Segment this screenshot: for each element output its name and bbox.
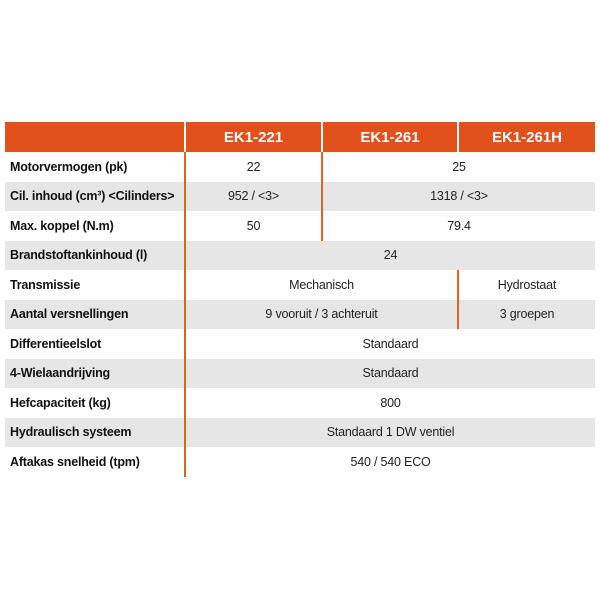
cell-value: Hydrostaat bbox=[458, 270, 595, 300]
cell-value: 25 bbox=[322, 152, 595, 182]
row-label: Aantal versnellingen bbox=[5, 300, 185, 330]
table-row bbox=[5, 241, 595, 271]
cell-value: Mechanisch bbox=[185, 270, 458, 300]
spec-table bbox=[5, 122, 595, 477]
header-row bbox=[5, 122, 595, 152]
row-label: Cil. inhoud (cm³) <Cilinders> bbox=[5, 182, 185, 212]
cell-value: 79.4 bbox=[322, 211, 595, 241]
row-label: Max. koppel (N.m) bbox=[10, 218, 114, 233]
header-blank bbox=[5, 122, 185, 152]
cell-value: Standaard 1 DW ventiel bbox=[185, 418, 595, 448]
cell-value: 9 vooruit / 3 achteruit bbox=[185, 300, 458, 330]
cell-value: 1318 / <3> bbox=[322, 182, 595, 212]
table-row bbox=[5, 211, 595, 241]
cell-value: 24 bbox=[185, 241, 595, 271]
table-row bbox=[5, 329, 595, 359]
row-label: Hydraulisch systeem bbox=[5, 418, 185, 448]
cell-value: Standaard bbox=[185, 359, 595, 389]
cell-value: 50 bbox=[185, 211, 322, 241]
row-label: Motorvermogen (pk) bbox=[10, 159, 128, 174]
table-row bbox=[5, 300, 595, 330]
cell-value: 22 bbox=[185, 152, 322, 182]
table-row bbox=[5, 388, 595, 418]
table-row bbox=[5, 182, 595, 212]
cell-value: 3 groepen bbox=[458, 300, 595, 330]
table-row bbox=[5, 270, 595, 300]
row-label: Transmissie bbox=[10, 277, 81, 292]
cell-value: 800 bbox=[185, 388, 595, 418]
table-row bbox=[5, 359, 595, 389]
model-header: EK1-221 bbox=[185, 122, 322, 152]
model-header: EK1-261 bbox=[322, 122, 458, 152]
cell-value: Standaard bbox=[185, 329, 595, 359]
row-label: 4-Wielaandrijving bbox=[5, 359, 185, 389]
cell-value: 952 / <3> bbox=[185, 182, 322, 212]
row-label: Differentieelslot bbox=[10, 336, 102, 351]
model-header: EK1-261H bbox=[458, 122, 595, 152]
row-label: Aftakas snelheid (tpm) bbox=[10, 454, 140, 469]
row-label: Brandstoftankinhoud (l) bbox=[5, 241, 185, 271]
table-row bbox=[5, 447, 595, 477]
cell-value: 540 / 540 ECO bbox=[185, 447, 595, 477]
row-label: Hefcapaciteit (kg) bbox=[10, 395, 111, 410]
table-row bbox=[5, 418, 595, 448]
table-row bbox=[5, 152, 595, 182]
